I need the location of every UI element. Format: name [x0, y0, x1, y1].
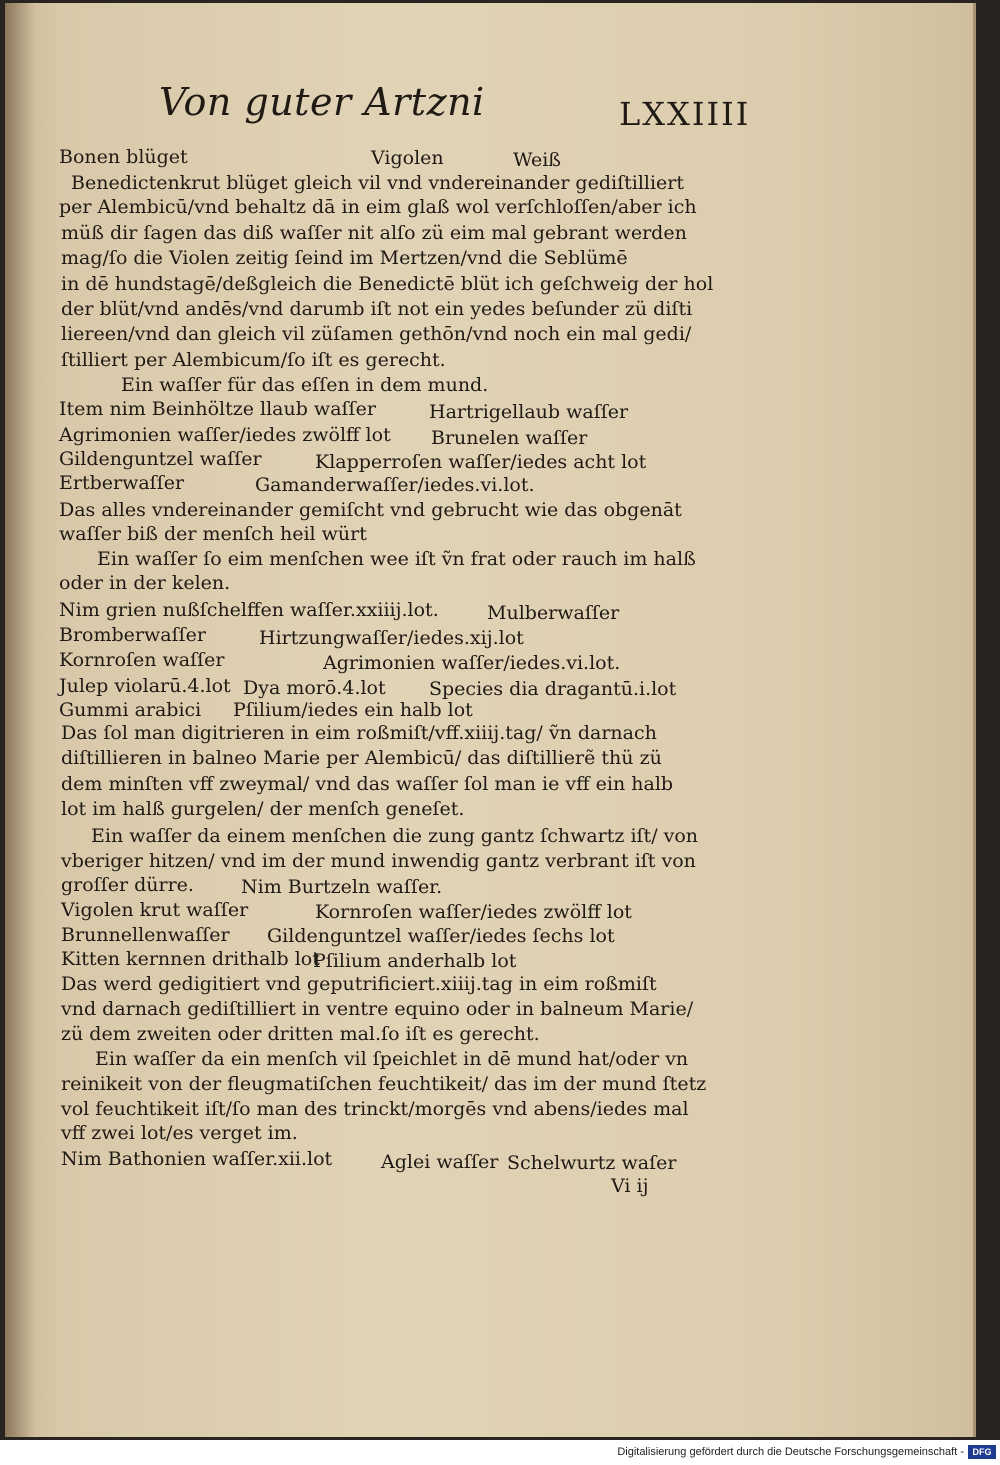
text-line: Nim grien nußſchelffen waſſer.xxiiij.lot. [59, 599, 439, 621]
text-line: der blüt/vnd andēs/vnd darumb iſt not ein yedes beſunder zü diſti [61, 298, 693, 320]
text-line: Agrimonien waſſer/iedes.vi.lot. [323, 652, 621, 674]
text-line: vff zwei lot/es verget im. [61, 1122, 298, 1144]
text-line: Pſilium anderhalb lot [313, 950, 517, 972]
text-line: Species dia dragantū.i.lot [429, 678, 677, 700]
text-line: Agrimonien waſſer/iedes zwölff lot [59, 424, 391, 446]
text-line: Vigolen [371, 147, 444, 169]
text-line: Kornroſen waſſer/iedes zwölff lot [315, 901, 632, 923]
text-line: vol feuchtikeit iſt/ſo man des trinckt/morgēs vnd abens/iedes mal [61, 1098, 689, 1120]
text-line: mag/ſo die Violen zeitig ſeind im Mertzen/vnd die Seblümē [61, 247, 628, 269]
running-head: Von guter Artzni [159, 80, 485, 124]
text-line: Hartrigellaub waſſer [429, 401, 629, 423]
signature-mark: Vi ij [611, 1175, 649, 1197]
text-line: liereen/vnd dan gleich vil züſamen gethōn/vnd noch ein mal gedi/ [61, 323, 692, 345]
text-line: Dya morō.4.lot [243, 677, 386, 699]
recipe-heading: Ein waſſer für das eſſen in dem mund. [121, 374, 489, 396]
text-line: Julep violarū.4.lot [59, 675, 231, 697]
paper-sheet [5, 3, 976, 1437]
text-line: Ertberwaſſer [59, 472, 185, 494]
text-line: Benedictenkrut blüget gleich vil vnd vndereinander gediſtilliert [71, 172, 685, 194]
text-line: Schelwurtz waſer [507, 1152, 677, 1174]
text-line: Weiß [513, 149, 561, 171]
text-line: dem minſten vff zweymal/ vnd das waſſer ſol man ie vff ein halb [61, 773, 674, 795]
recipe-heading: Ein waſſer ſo eim menſchen wee iſt ṽn frat oder rauch im halß [97, 548, 696, 570]
text-line: Gildenguntzel waſſer [59, 448, 262, 470]
text-line: Bonen blüget [59, 146, 188, 168]
text-line: zü dem zweiten oder dritten mal.ſo iſt es gerecht. [61, 1023, 540, 1045]
text-line: Das alles vndereinander gemiſcht vnd gebrucht wie das obgenāt [59, 499, 682, 521]
text-line: Nim Bathonien waſſer.xii.lot [61, 1148, 333, 1170]
text-line: Mulberwaſſer [487, 602, 620, 624]
text-line: Gamanderwaſſer/iedes.vi.lot. [255, 474, 535, 496]
text-line: müß dir ſagen das diß waſſer nit alſo zü eim mal gebrant werden [61, 222, 687, 244]
text-line: Item nim Beinhöltze llaub waſſer [59, 398, 376, 420]
funding-credit: Digitalisierung gefördert durch die Deutsche Forschungsgemeinschaft - [617, 1446, 964, 1458]
text-line: waſſer biß der menſch heil würt [59, 523, 367, 545]
text-line: in dē hundstagē/deßgleich die Benedictē blüt ich geſchweig der hol [61, 273, 714, 295]
text-line: ſtilliert per Alembicum/ſo iſt es gerecht. [61, 349, 446, 371]
recipe-heading: Ein waſſer da einem menſchen die zung gantz ſchwartz iſt/ von [91, 825, 699, 847]
text-line: Pſilium/iedes ein halb lot [233, 699, 473, 721]
text-line: Das werd gedigitiert vnd geputrificiert.xiiij.tag in eim roßmiſt [61, 973, 657, 995]
text-line: Hirtzungwaſſer/iedes.xij.lot [259, 627, 524, 649]
text-line: Aglei waſſer [381, 1151, 499, 1173]
dfg-logo: DFG [968, 1445, 996, 1459]
text-line: Gummi arabici [59, 699, 202, 721]
text-line: Brunelen waſſer [431, 427, 588, 449]
digitization-footer [0, 1440, 1000, 1465]
text-line: vberiger hitzen/ vnd im der mund inwendig gantz verbrant iſt von [61, 850, 696, 872]
text-line: Brunnellenwaſſer [61, 924, 230, 946]
text-line: vnd darnach gediſtilliert in ventre equino oder in balneum Marie/ [61, 998, 694, 1020]
text-line: Gildenguntzel waſſer/iedes ſechs lot [267, 925, 615, 947]
text-line: Das ſol man digitrieren in eim roßmiſt/vff.xiiij.tag/ ṽn darnach [61, 722, 657, 744]
binding-shadow [5, 3, 35, 1437]
text-line: Nim Burtzeln waſſer. [241, 876, 443, 898]
text-line: lot im halß gurgelen/ der menſch geneſet. [61, 798, 465, 820]
text-line: Klapperroſen waſſer/iedes acht lot [315, 451, 647, 473]
text-line: Kitten kernnen drithalb lot [61, 948, 320, 970]
text-line: Kornroſen waſſer [59, 649, 225, 671]
text-line: diſtillieren in balneo Marie per Alembicū/ das diſtillierẽ thü zü [61, 747, 662, 769]
folio-number: LXXIIII [619, 95, 751, 133]
text-line: groſſer dürre. [61, 874, 194, 896]
text-line: per Alembicū/vnd behaltz dā in eim glaß wol verſchloſſen/aber ich [59, 196, 697, 218]
recipe-heading: Ein waſſer da ein menſch vil ſpeichlet in dē mund hat/oder vn [95, 1048, 689, 1070]
text-line: reinikeit von der fleugmatiſchen feuchtikeit/ das im der mund ſtetz [61, 1073, 707, 1095]
text-line: Vigolen krut waſſer [61, 899, 249, 921]
text-line: oder in der kelen. [59, 572, 231, 594]
text-line: Bromberwaſſer [59, 624, 206, 646]
